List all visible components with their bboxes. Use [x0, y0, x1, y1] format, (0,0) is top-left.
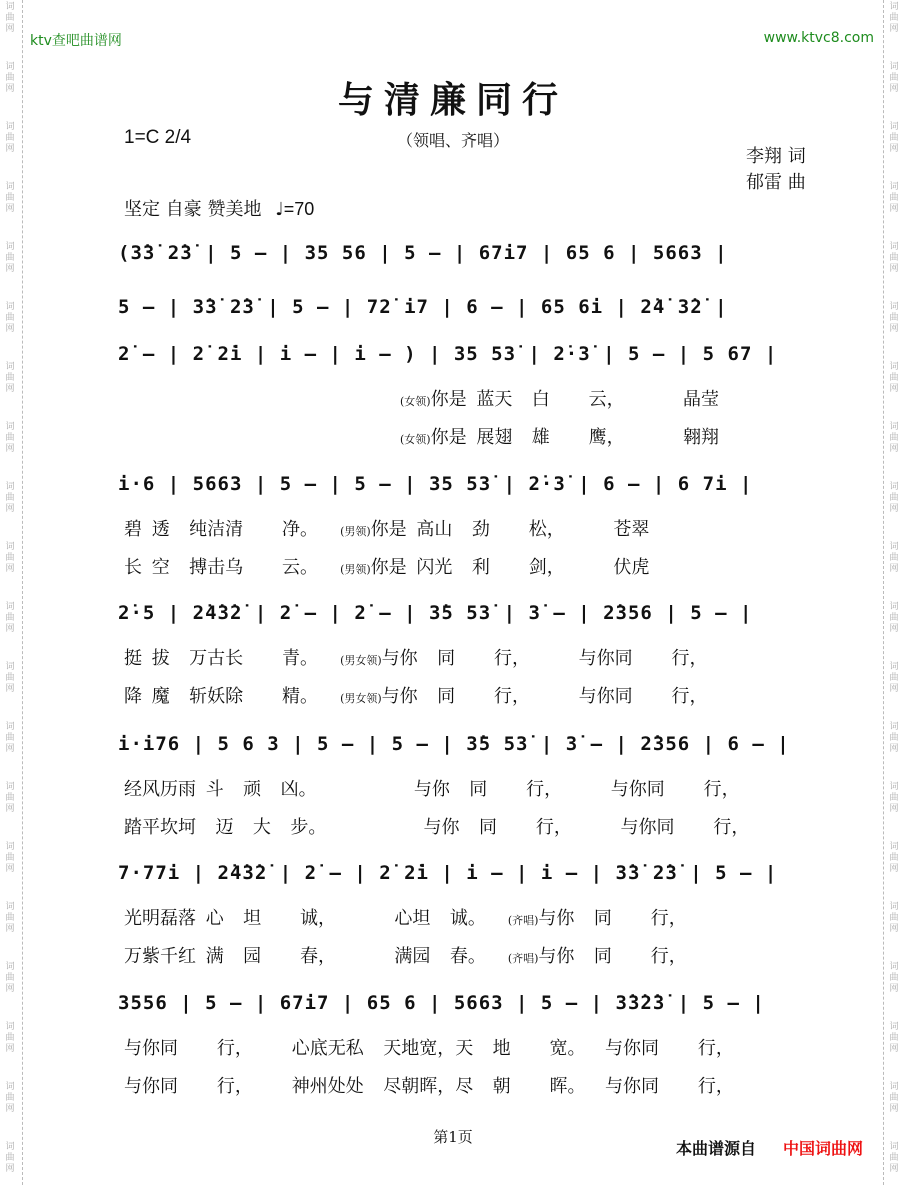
lyric-text: 你是 展翅 雄 鹰， 翱翔 — [430, 427, 719, 448]
lyric-text: 降 魔 斩妖除 精。 — [124, 686, 319, 707]
watermark-chip: 词 曲 网 — [5, 602, 15, 634]
singer-role: (男领) — [340, 563, 371, 576]
watermark-chip: 词 曲 网 — [889, 362, 899, 394]
lyric-text: 碧 透 纯洁清 净。 — [124, 519, 319, 540]
watermark-chip: 词 曲 网 — [889, 602, 899, 634]
lyric-line — [124, 813, 804, 839]
notation-line: 2̇ – | 2̇ 2̇i | i – | i – ) | 35 53̇ | 2̇·3̇ | 5 – | 5 67 | — [118, 343, 778, 365]
lyric-text: 你是 闪光 利 剑， 伏虎 — [370, 557, 650, 578]
watermark-chip: 词 曲 网 — [5, 722, 15, 754]
singer-role: (女领) — [400, 395, 431, 408]
watermark-chip: 词 曲 网 — [5, 242, 15, 274]
lyric-text: 光明磊落 心 坦 诚， 心坦 诚。 — [124, 908, 486, 929]
lyric-text: 与你 同 行， 与你同 行， — [381, 648, 708, 669]
notation-line: 5 – | 3̇3̇ 2̇3̇ | 5 – | 72̇ i7 | 6 – | 65 6i | 2̇4̇ 3̇2̇ | — [118, 296, 728, 318]
singer-role: (女领) — [400, 433, 431, 446]
watermark-chip: 词 曲 网 — [889, 122, 899, 154]
lyric-text: 与你同 行， 心底无私 天地宽，天 地 宽。 与你同 行， — [124, 1038, 734, 1059]
singer-role: (男女领) — [340, 654, 382, 667]
watermark-chip: 词 曲 网 — [889, 2, 899, 34]
singer-role: (齐唱) — [507, 914, 539, 927]
page-number: 第1页 — [433, 1128, 473, 1146]
source-site-link[interactable]: 中国词曲网 — [783, 1139, 864, 1158]
lyric-line — [124, 1072, 804, 1098]
lyric-text: 踏平坎坷 迈 大 步。 与你 同 行， 与你同 行， — [124, 817, 750, 838]
watermark-chip: 词 曲 网 — [5, 122, 15, 154]
composer-credit: 郁雷 曲 — [746, 172, 806, 193]
lyric-line — [124, 1034, 804, 1060]
singer-role: (齐唱) — [507, 952, 539, 965]
watermark-chip: 词 曲 网 — [889, 62, 899, 94]
site-url-right: www.ktvc8.com — [763, 30, 874, 46]
lyric-line — [124, 904, 804, 930]
lyric-text: 万紫千红 满 园 春， 满园 春。 — [124, 946, 486, 967]
lyric-line — [124, 515, 804, 541]
watermark-chip: 词 曲 网 — [5, 482, 15, 514]
lyric-text: 长 空 搏击乌 云。 — [124, 557, 319, 578]
right-watermark-strip — [883, 0, 906, 1185]
watermark-chip: 词 曲 网 — [889, 902, 899, 934]
tempo-marking — [124, 195, 314, 221]
watermark-chip: 词 曲 网 — [5, 962, 15, 994]
watermark-chip: 词 曲 网 — [5, 782, 15, 814]
watermark-chip: 词 曲 网 — [5, 1142, 15, 1174]
site-name-left: ktv查吧曲谱网 — [30, 33, 122, 49]
watermark-chip: 词 曲 网 — [889, 782, 899, 814]
watermark-chip: 词 曲 网 — [889, 542, 899, 574]
left-watermark-strip — [0, 0, 23, 1185]
watermark-chip: 词 曲 网 — [889, 722, 899, 754]
watermark-chip: 词 曲 网 — [889, 1142, 899, 1174]
lyric-line — [124, 942, 804, 968]
notation-line: 3556 | 5 – | 67i7 | 65 6 | 5663 | 5 – | 3̇3̇2̇3̇ | 5 – | — [118, 992, 765, 1014]
watermark-chip: 词 曲 网 — [5, 362, 15, 394]
watermark-chip: 词 曲 网 — [889, 242, 899, 274]
watermark-chip: 词 曲 网 — [889, 842, 899, 874]
notation-line: i·6 | 5663 | 5 – | 5 – | 35 53̇ | 2̇·3̇ | 6 – | 6 7i | — [118, 473, 753, 495]
watermark-chip: 词 曲 网 — [5, 662, 15, 694]
lyric-text: 你是 高山 劲 松， 苍翠 — [370, 519, 650, 540]
watermark-chip: 词 曲 网 — [889, 1022, 899, 1054]
lyric-line — [124, 644, 804, 670]
lyric-text: 经风历雨 斗 顽 凶。 与你 同 行， 与你同 行， — [124, 779, 740, 800]
key-signature: 1=C 2/4 — [124, 127, 192, 148]
lyric-line — [124, 553, 804, 579]
lyric-text: 与你同 行， 神州处处 尽朝晖，尽 朝 晖。 与你同 行， — [124, 1076, 734, 1097]
watermark-chip: 词 曲 网 — [5, 542, 15, 574]
song-subtitle: （领唱、齐唱） — [396, 131, 509, 150]
watermark-chip: 词 曲 网 — [5, 62, 15, 94]
watermark-chip: 词 曲 网 — [889, 662, 899, 694]
source-label: 本曲谱源自 — [676, 1139, 757, 1158]
watermark-chip: 词 曲 网 — [889, 302, 899, 334]
watermark-chip: 词 曲 网 — [5, 422, 15, 454]
lyric-text: 与你 同 行， 与你同 行， — [381, 686, 708, 707]
watermark-chip: 词 曲 网 — [5, 1022, 15, 1054]
watermark-chip: 词 曲 网 — [5, 302, 15, 334]
lyricist-credit: 李翔 词 — [746, 146, 806, 167]
quarter-note-icon: ♩ — [275, 199, 284, 220]
watermark-chip: 词 曲 网 — [889, 182, 899, 214]
lyric-text: 你是 蓝天 白 云， 晶莹 — [430, 389, 719, 410]
lyric-line — [124, 682, 804, 708]
notation-line: (3̇3̇ 2̇3̇ | 5 – | 35 56 | 5 – | 67i7 | 65 6 | 5663 | — [118, 242, 728, 264]
notation-line: i·i76 | 5 6 3 | 5 – | 5 – | 3̇5 53̇ | 3̇ – | 2̇356 | 6 – | — [118, 733, 790, 755]
lyric-line — [124, 775, 804, 801]
lyric-line — [400, 423, 906, 449]
tempo-expression: 坚定 自豪 赞美地 — [124, 199, 262, 220]
watermark-chip: 词 曲 网 — [5, 1082, 15, 1114]
lyric-text: 挺 拔 万古长 青。 — [124, 648, 319, 669]
lyric-text: 与你 同 行， — [538, 908, 687, 929]
watermark-chip: 词 曲 网 — [5, 902, 15, 934]
singer-role: (男女领) — [340, 692, 382, 705]
tempo-bpm: =70 — [283, 199, 315, 219]
watermark-chip: 词 曲 网 — [889, 422, 899, 454]
watermark-chip: 词 曲 网 — [5, 842, 15, 874]
watermark-chip: 词 曲 网 — [889, 482, 899, 514]
notation-line: 7·77i | 2̇4̇3̇2̇ | 2̇ – | 2̇ 2̇i | i – | i – | 3̇3̇ 2̇3̇ | 5 – | — [118, 862, 778, 884]
singer-role: (男领) — [340, 525, 371, 538]
watermark-chip: 词 曲 网 — [889, 1082, 899, 1114]
lyric-text: 与你 同 行， — [538, 946, 687, 967]
watermark-chip: 词 曲 网 — [889, 962, 899, 994]
notation-line: 2̇·5 | 2̇4̇3̇2̇ | 2̇ – | 2̇ – | 3̇5 53̇ | 3̇ – | 2̇356 | 5 – | — [118, 602, 753, 624]
lyric-line — [400, 385, 906, 411]
watermark-chip: 词 曲 网 — [5, 2, 15, 34]
song-title: 与清廉同行 — [337, 79, 568, 121]
watermark-chip: 词 曲 网 — [5, 182, 15, 214]
